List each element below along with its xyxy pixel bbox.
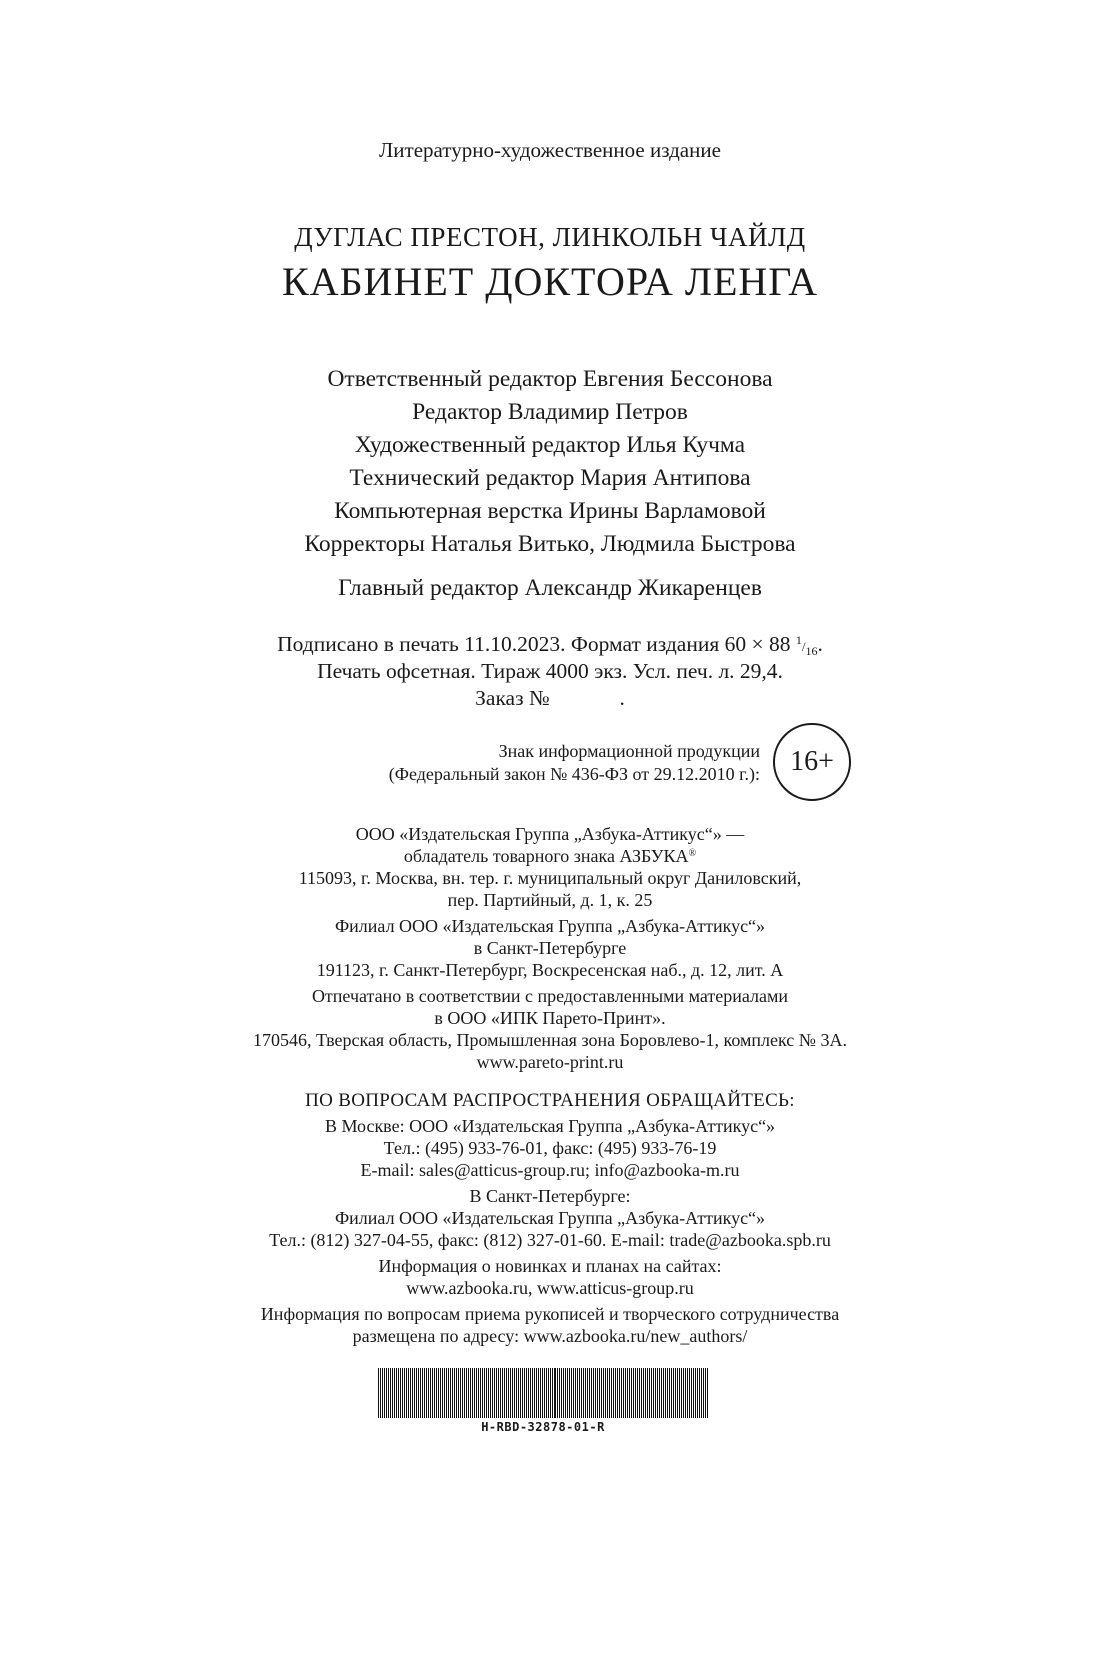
publisher-line: ООО «Издательская Группа „Азбука-Аттикус“» — [355, 824, 745, 844]
distribution-line: размещена по адресу: www.azbooka.ru/new_authors/ [352, 1326, 748, 1346]
publisher-address: 115093, г. Москва, вн. тер. г. муниципальный округ Даниловский, [298, 868, 802, 888]
distribution-line: www.azbooka.ru, www.atticus-group.ru [406, 1278, 694, 1298]
branch-line: Филиал ООО «Издательская Группа „Азбука-Аттикус“» [334, 916, 766, 936]
age-mark-label: Знак информационной продукции [498, 741, 760, 761]
print-info-end: . [817, 632, 823, 656]
age-rating-badge: 16+ [773, 723, 851, 801]
print-info-text: Подписано в печать 11.10.2023. Формат издания 60 × 88 [277, 632, 791, 656]
branch-line: в Санкт-Петербурге [473, 938, 627, 958]
authors: ДУГЛАС ПРЕСТОН, ЛИНКОЛЬН ЧАЙЛД [294, 222, 806, 252]
chief-editor: Главный редактор Александр Жикаренцев [338, 575, 762, 601]
branch-address: 191123, г. Санкт-Петербург, Воскресенская наб., д. 12, лит. А [316, 960, 784, 980]
distribution-line: Филиал ООО «Издательская Группа „Азбука-Аттикус“» [334, 1208, 766, 1228]
order-end: . [619, 686, 625, 710]
printer-line: в ООО «ИПК Парето-Принт». [434, 1008, 666, 1028]
fraction-numerator: 1 [795, 633, 802, 647]
barcode-icon [378, 1368, 708, 1418]
staff-line: Технический редактор Мария Антипова [349, 465, 751, 491]
distribution-line: E-mail: sales@atticus-group.ru; info@azbooka-m.ru [360, 1160, 740, 1180]
book-title: КАБИНЕТ ДОКТОРА ЛЕНГА [282, 259, 818, 304]
fraction-denominator: 16 [805, 644, 818, 658]
print-info-line-1 [0, 632, 1100, 659]
distribution-line: Тел.: (495) 933-76-01, факс: (495) 933-76-19 [383, 1138, 717, 1158]
distribution-line: В Санкт-Петербурге: [469, 1186, 631, 1206]
staff-line: Ответственный редактор Евгения Бессонова [327, 366, 773, 392]
staff-line: Редактор Владимир Петров [412, 399, 688, 425]
print-info-line-2: Печать офсетная. Тираж 4000 экз. Усл. печ. л. 29,4. [317, 659, 783, 683]
staff-line: Корректоры Наталья Витько, Людмила Быстрова [304, 531, 796, 557]
order-number-line [0, 686, 1100, 711]
registered-mark: ® [688, 848, 697, 859]
distribution-line: Информация по вопросам приема рукописей и творческого сотрудничества [260, 1304, 840, 1324]
order-label: Заказ № [475, 686, 550, 710]
distribution-line: Информация о новинках и планах на сайтах: [378, 1256, 722, 1276]
staff-line: Компьютерная верстка Ирины Варламовой [334, 498, 766, 524]
printer-address: 170546, Тверская область, Промышленная зона Боровлево-1, комплекс № 3А. [253, 1030, 847, 1050]
age-mark-law: (Федеральный закон № 436-ФЗ от 29.12.2010 г.): [388, 764, 760, 784]
printer-line: Отпечатано в соответствии с предоставленными материалами [311, 986, 789, 1006]
trademark-line [0, 846, 1100, 867]
distribution-heading: ПО ВОПРОСАМ РАСПРОСТРАНЕНИЯ ОБРАЩАЙТЕСЬ: [305, 1090, 795, 1111]
distribution-line: Тел.: (812) 327-04-55, факс: (812) 327-01-60. E-mail: trade@azbooka.spb.ru [269, 1230, 831, 1250]
format-fraction: $^1/_{16}$ [795, 633, 818, 658]
staff-line: Художественный редактор Илья Кучма [354, 432, 746, 458]
printer-website: www.pareto-print.ru [476, 1052, 624, 1072]
trademark-text: обладатель товарного знака АЗБУКА [403, 846, 689, 866]
publisher-address: пер. Партийный, д. 1, к. 25 [447, 890, 653, 910]
barcode-code: H-RBD-32878-01-R [481, 1420, 605, 1434]
publication-kind: Литературно-художественное издание [379, 138, 721, 162]
distribution-line: В Москве: ООО «Издательская Группа „Азбука-Аттикус“» [324, 1116, 776, 1136]
